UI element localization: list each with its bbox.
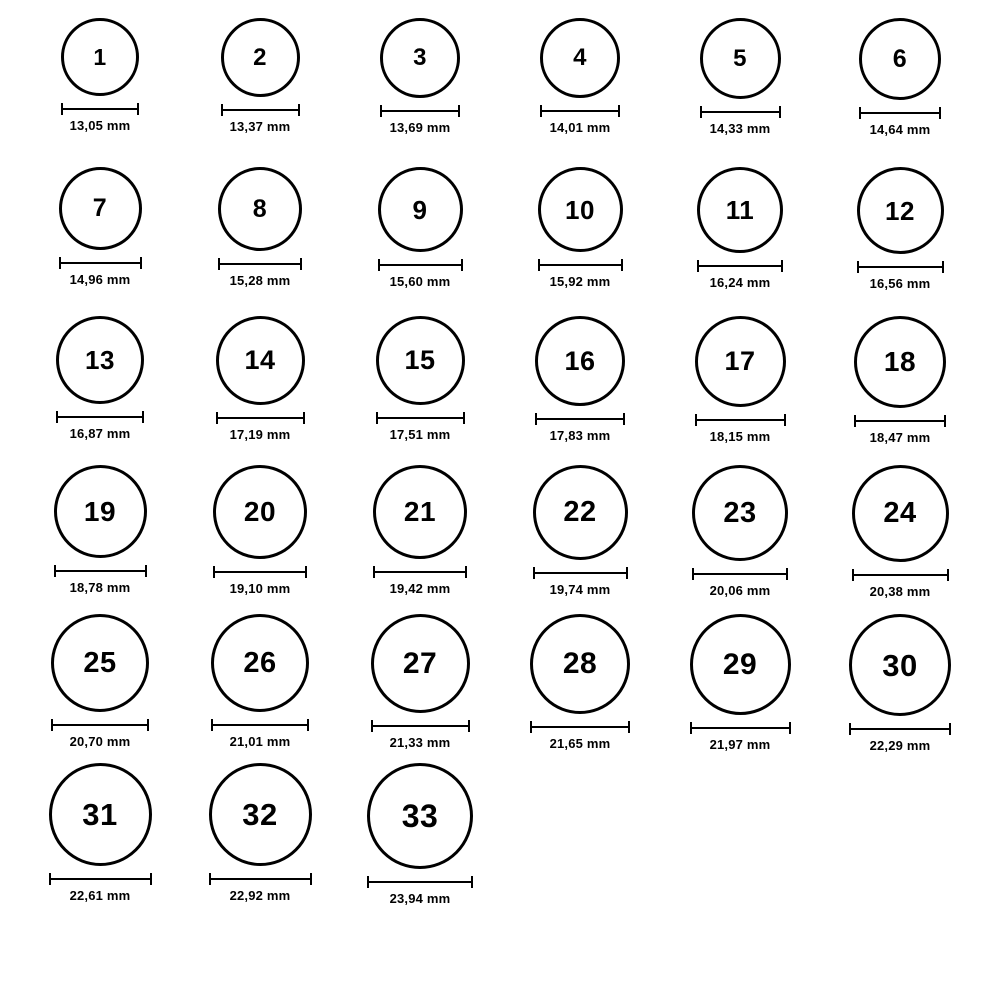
measure-cap-right xyxy=(939,107,941,119)
measure-cap-right xyxy=(623,413,625,425)
measure-line xyxy=(61,108,139,110)
measure-line xyxy=(540,110,620,112)
diameter-measure-bar xyxy=(852,569,949,580)
measure-cap-right xyxy=(150,873,152,885)
ring-size-number: 4 xyxy=(573,44,587,71)
measure-cap-right xyxy=(781,260,783,272)
ring-size-number: 19 xyxy=(83,495,117,527)
ring-size-number: 1 xyxy=(93,43,107,70)
ring-size-cell xyxy=(340,763,500,912)
diameter-measure-bar xyxy=(61,103,139,114)
ring-size-number: 26 xyxy=(243,646,277,679)
ring-circle xyxy=(61,18,139,96)
ring-size-number: 25 xyxy=(83,646,117,679)
measure-line xyxy=(221,109,300,111)
ring-size-cell xyxy=(340,316,500,465)
ring-size-number: 11 xyxy=(725,195,755,225)
measure-cap-right xyxy=(137,103,139,115)
ring-circle xyxy=(211,614,309,712)
measure-cap-right xyxy=(786,568,788,580)
ring-circle xyxy=(221,18,300,97)
measure-cap-left xyxy=(533,567,535,579)
measure-cap-left xyxy=(216,412,218,424)
ring-size-number: 16 xyxy=(564,345,596,376)
measure-line xyxy=(213,571,307,573)
ring-size-cell xyxy=(340,18,500,167)
diameter-measure-bar xyxy=(378,259,463,270)
ring-circle xyxy=(690,614,791,715)
ring-size-cell xyxy=(500,316,660,465)
measure-cap-left xyxy=(692,568,694,580)
ring-size-number: 32 xyxy=(242,797,278,832)
diameter-label: 19,42 mm xyxy=(389,581,451,596)
diameter-label: 20,06 mm xyxy=(709,583,771,598)
ring-circle xyxy=(54,465,147,558)
measure-line xyxy=(692,573,788,575)
ring-size-number: 5 xyxy=(733,44,747,72)
ring-size-cell xyxy=(180,18,340,167)
ring-size-cell xyxy=(180,465,340,614)
measure-cap-right xyxy=(147,719,149,731)
measure-cap-left xyxy=(857,261,859,273)
ring-size-number: 21 xyxy=(403,496,437,527)
ring-size-cell xyxy=(820,18,980,167)
measure-line xyxy=(49,878,152,880)
ring-size-number: 8 xyxy=(252,194,268,223)
measure-cap-right xyxy=(298,104,300,116)
diameter-measure-bar xyxy=(849,723,951,734)
diameter-measure-bar xyxy=(211,719,309,730)
measure-line xyxy=(854,420,946,422)
ring-size-cell xyxy=(20,18,180,167)
diameter-measure-bar xyxy=(380,105,460,116)
measure-cap-right xyxy=(465,566,467,578)
diameter-measure-bar xyxy=(692,568,788,579)
measure-cap-left xyxy=(367,876,369,888)
measure-cap-right xyxy=(145,565,147,577)
diameter-label: 21,65 mm xyxy=(549,736,611,751)
diameter-measure-bar xyxy=(533,567,628,578)
diameter-label: 14,33 mm xyxy=(709,121,771,136)
diameter-label: 15,92 mm xyxy=(549,274,611,289)
diameter-measure-bar xyxy=(213,566,307,577)
ring-size-cell xyxy=(20,465,180,614)
ring-size-cell xyxy=(180,167,340,316)
ring-size-cell xyxy=(500,614,660,763)
ring-circle xyxy=(51,614,149,712)
ring-size-cell xyxy=(20,316,180,465)
measure-line xyxy=(535,418,625,420)
measure-line xyxy=(859,112,941,114)
ring-circle xyxy=(530,614,630,714)
diameter-label: 17,19 mm xyxy=(229,427,291,442)
diameter-label: 13,37 mm xyxy=(229,119,291,134)
diameter-measure-bar xyxy=(367,876,473,887)
ring-circle xyxy=(538,167,623,252)
diameter-measure-bar xyxy=(56,411,144,422)
ring-size-number: 9 xyxy=(412,194,428,225)
measure-cap-left xyxy=(538,259,540,271)
measure-cap-right xyxy=(789,722,791,734)
ring-size-number: 18 xyxy=(883,346,917,377)
measure-line xyxy=(700,111,781,113)
diameter-measure-bar xyxy=(218,258,302,269)
ring-size-cell xyxy=(660,18,820,167)
measure-cap-left xyxy=(218,258,220,270)
diameter-label: 18,15 mm xyxy=(709,429,771,444)
ring-size-cell xyxy=(660,614,820,763)
measure-line xyxy=(59,262,142,264)
ring-circle xyxy=(852,465,949,562)
measure-cap-right xyxy=(305,566,307,578)
ring-size-cell xyxy=(660,167,820,316)
ring-size-cell xyxy=(20,167,180,316)
ring-size-number: 33 xyxy=(401,798,439,834)
ring-circle xyxy=(854,316,946,408)
measure-line xyxy=(54,570,147,572)
measure-cap-left xyxy=(376,412,378,424)
measure-cap-left xyxy=(54,565,56,577)
measure-line xyxy=(538,264,623,266)
ring-circle xyxy=(367,763,473,869)
measure-cap-left xyxy=(535,413,537,425)
diameter-label: 19,74 mm xyxy=(549,582,611,597)
ring-circle xyxy=(376,316,465,405)
ring-circle xyxy=(373,465,467,559)
measure-cap-left xyxy=(854,415,856,427)
ring-size-number: 29 xyxy=(722,647,758,681)
diameter-label: 23,94 mm xyxy=(389,891,451,906)
ring-size-cell xyxy=(500,18,660,167)
measure-cap-right xyxy=(458,105,460,117)
diameter-measure-bar xyxy=(49,873,152,884)
diameter-label: 18,47 mm xyxy=(869,430,931,445)
measure-cap-left xyxy=(209,873,211,885)
ring-size-number: 31 xyxy=(82,797,118,832)
diameter-measure-bar xyxy=(540,105,620,116)
measure-line xyxy=(857,266,944,268)
ring-circle xyxy=(371,614,470,713)
measure-cap-left xyxy=(700,106,702,118)
measure-line xyxy=(697,265,783,267)
diameter-label: 15,60 mm xyxy=(389,274,451,289)
measure-cap-right xyxy=(140,257,142,269)
diameter-label: 22,92 mm xyxy=(229,888,291,903)
measure-cap-left xyxy=(56,411,58,423)
ring-size-cell xyxy=(340,614,500,763)
ring-size-cell xyxy=(820,167,980,316)
measure-line xyxy=(218,263,302,265)
ring-size-cell xyxy=(340,465,500,614)
measure-line xyxy=(373,571,467,573)
ring-size-cell xyxy=(340,167,500,316)
ring-size-number: 22 xyxy=(563,496,597,528)
measure-cap-right xyxy=(310,873,312,885)
diameter-measure-bar xyxy=(697,260,783,271)
ring-circle xyxy=(209,763,312,866)
ring-size-number: 3 xyxy=(413,44,427,71)
ring-circle xyxy=(849,614,951,716)
ring-size-cell xyxy=(180,614,340,763)
diameter-label: 15,28 mm xyxy=(229,273,291,288)
measure-cap-right xyxy=(463,412,465,424)
measure-line xyxy=(695,419,786,421)
ring-circle xyxy=(49,763,152,866)
diameter-measure-bar xyxy=(59,257,142,268)
measure-cap-right xyxy=(303,412,305,424)
measure-cap-right xyxy=(947,569,949,581)
ring-size-cell xyxy=(20,614,180,763)
diameter-label: 20,70 mm xyxy=(69,734,131,749)
measure-cap-right xyxy=(142,411,144,423)
diameter-label: 19,10 mm xyxy=(229,581,291,596)
measure-cap-left xyxy=(49,873,51,885)
measure-cap-right xyxy=(779,106,781,118)
measure-cap-right xyxy=(784,414,786,426)
measure-cap-left xyxy=(371,720,373,732)
diameter-measure-bar xyxy=(216,412,305,423)
measure-cap-left xyxy=(540,105,542,117)
ring-circle xyxy=(859,18,941,100)
ring-circle xyxy=(213,465,307,559)
ring-size-number: 12 xyxy=(885,195,915,226)
diameter-measure-bar xyxy=(859,107,941,118)
measure-line xyxy=(367,881,473,883)
ring-size-cell xyxy=(180,316,340,465)
measure-cap-left xyxy=(530,721,532,733)
ring-size-cell xyxy=(500,465,660,614)
measure-line xyxy=(380,110,460,112)
diameter-label: 17,83 mm xyxy=(549,428,611,443)
measure-line xyxy=(378,264,463,266)
measure-cap-right xyxy=(300,258,302,270)
measure-line xyxy=(849,728,951,730)
measure-cap-left xyxy=(378,259,380,271)
measure-line xyxy=(533,572,628,574)
diameter-label: 22,61 mm xyxy=(69,888,131,903)
measure-cap-left xyxy=(51,719,53,731)
ring-circle xyxy=(540,18,620,98)
measure-cap-right xyxy=(621,259,623,271)
ring-size-number: 6 xyxy=(892,44,908,73)
measure-cap-right xyxy=(628,721,630,733)
diameter-label: 13,05 mm xyxy=(69,118,131,133)
measure-cap-left xyxy=(859,107,861,119)
measure-line xyxy=(852,574,949,576)
ring-circle xyxy=(378,167,463,252)
measure-cap-left xyxy=(697,260,699,272)
diameter-label: 20,38 mm xyxy=(869,584,931,599)
ring-size-number: 30 xyxy=(882,647,918,683)
measure-cap-right xyxy=(307,719,309,731)
measure-cap-right xyxy=(461,259,463,271)
ring-size-cell xyxy=(180,763,340,912)
ring-size-number: 23 xyxy=(723,496,757,529)
measure-cap-left xyxy=(695,414,697,426)
diameter-measure-bar xyxy=(54,565,147,576)
measure-cap-right xyxy=(618,105,620,117)
diameter-label: 17,51 mm xyxy=(389,427,451,442)
ring-size-number: 2 xyxy=(253,43,267,71)
measure-cap-right xyxy=(626,567,628,579)
diameter-label: 14,01 mm xyxy=(549,120,611,135)
diameter-measure-bar xyxy=(51,719,149,730)
measure-cap-right xyxy=(942,261,944,273)
measure-line xyxy=(376,417,465,419)
ring-circle xyxy=(59,167,142,250)
measure-cap-left xyxy=(380,105,382,117)
ring-circle xyxy=(695,316,786,407)
ring-circle xyxy=(56,316,144,404)
measure-cap-left xyxy=(373,566,375,578)
measure-line xyxy=(371,725,470,727)
ring-circle xyxy=(380,18,460,98)
diameter-label: 21,33 mm xyxy=(389,735,451,750)
diameter-measure-bar xyxy=(376,412,465,423)
diameter-measure-bar xyxy=(209,873,312,884)
diameter-label: 21,97 mm xyxy=(709,737,771,752)
measure-cap-right xyxy=(468,720,470,732)
diameter-measure-bar xyxy=(857,261,944,272)
ring-size-number: 14 xyxy=(244,345,276,375)
measure-cap-right xyxy=(949,723,951,735)
ring-circle xyxy=(218,167,302,251)
measure-cap-left xyxy=(59,257,61,269)
ring-size-number: 13 xyxy=(85,345,115,375)
measure-line xyxy=(56,416,144,418)
diameter-measure-bar xyxy=(700,106,781,117)
diameter-measure-bar xyxy=(538,259,623,270)
measure-line xyxy=(209,878,312,880)
ring-size-number: 17 xyxy=(724,346,756,376)
measure-cap-right xyxy=(471,876,473,888)
ring-circle xyxy=(535,316,625,406)
diameter-measure-bar xyxy=(535,413,625,424)
measure-line xyxy=(51,724,149,726)
measure-cap-left xyxy=(849,723,851,735)
diameter-measure-bar xyxy=(695,414,786,425)
ring-size-cell xyxy=(820,316,980,465)
measure-line xyxy=(690,727,791,729)
ring-size-cell xyxy=(820,614,980,763)
diameter-label: 21,01 mm xyxy=(229,734,291,749)
diameter-label: 14,96 mm xyxy=(69,272,131,287)
ring-circle xyxy=(700,18,781,99)
measure-cap-left xyxy=(221,104,223,116)
ring-size-number: 10 xyxy=(565,194,595,225)
diameter-label: 16,56 mm xyxy=(869,276,931,291)
ring-size-number: 24 xyxy=(883,497,917,529)
diameter-measure-bar xyxy=(371,720,470,731)
ring-size-number: 20 xyxy=(243,496,277,527)
diameter-measure-bar xyxy=(221,104,300,115)
measure-cap-left xyxy=(211,719,213,731)
measure-line xyxy=(211,724,309,726)
diameter-measure-bar xyxy=(373,566,467,577)
diameter-label: 16,24 mm xyxy=(709,275,771,290)
ring-size-cell xyxy=(500,167,660,316)
measure-cap-left xyxy=(213,566,215,578)
diameter-label: 14,64 mm xyxy=(869,122,931,137)
measure-line xyxy=(216,417,305,419)
measure-cap-left xyxy=(61,103,63,115)
ring-circle xyxy=(216,316,305,405)
diameter-label: 22,29 mm xyxy=(869,738,931,753)
ring-size-cell xyxy=(20,763,180,912)
diameter-measure-bar xyxy=(690,722,791,733)
ring-size-number: 27 xyxy=(402,646,438,680)
diameter-label: 13,69 mm xyxy=(389,120,451,135)
ring-size-cell xyxy=(660,316,820,465)
measure-cap-left xyxy=(852,569,854,581)
ring-size-number: 28 xyxy=(562,647,598,680)
measure-line xyxy=(530,726,630,728)
diameter-measure-bar xyxy=(854,415,946,426)
measure-cap-left xyxy=(690,722,692,734)
ring-size-grid xyxy=(20,18,980,912)
measure-cap-right xyxy=(944,415,946,427)
ring-size-cell xyxy=(820,465,980,614)
diameter-label: 18,78 mm xyxy=(69,580,131,595)
ring-size-number: 15 xyxy=(404,345,436,375)
ring-size-number: 7 xyxy=(92,194,108,222)
ring-circle xyxy=(692,465,788,561)
diameter-measure-bar xyxy=(530,721,630,732)
diameter-label: 16,87 mm xyxy=(69,426,131,441)
ring-circle xyxy=(857,167,944,254)
ring-circle xyxy=(533,465,628,560)
ring-size-cell xyxy=(660,465,820,614)
ring-circle xyxy=(697,167,783,253)
